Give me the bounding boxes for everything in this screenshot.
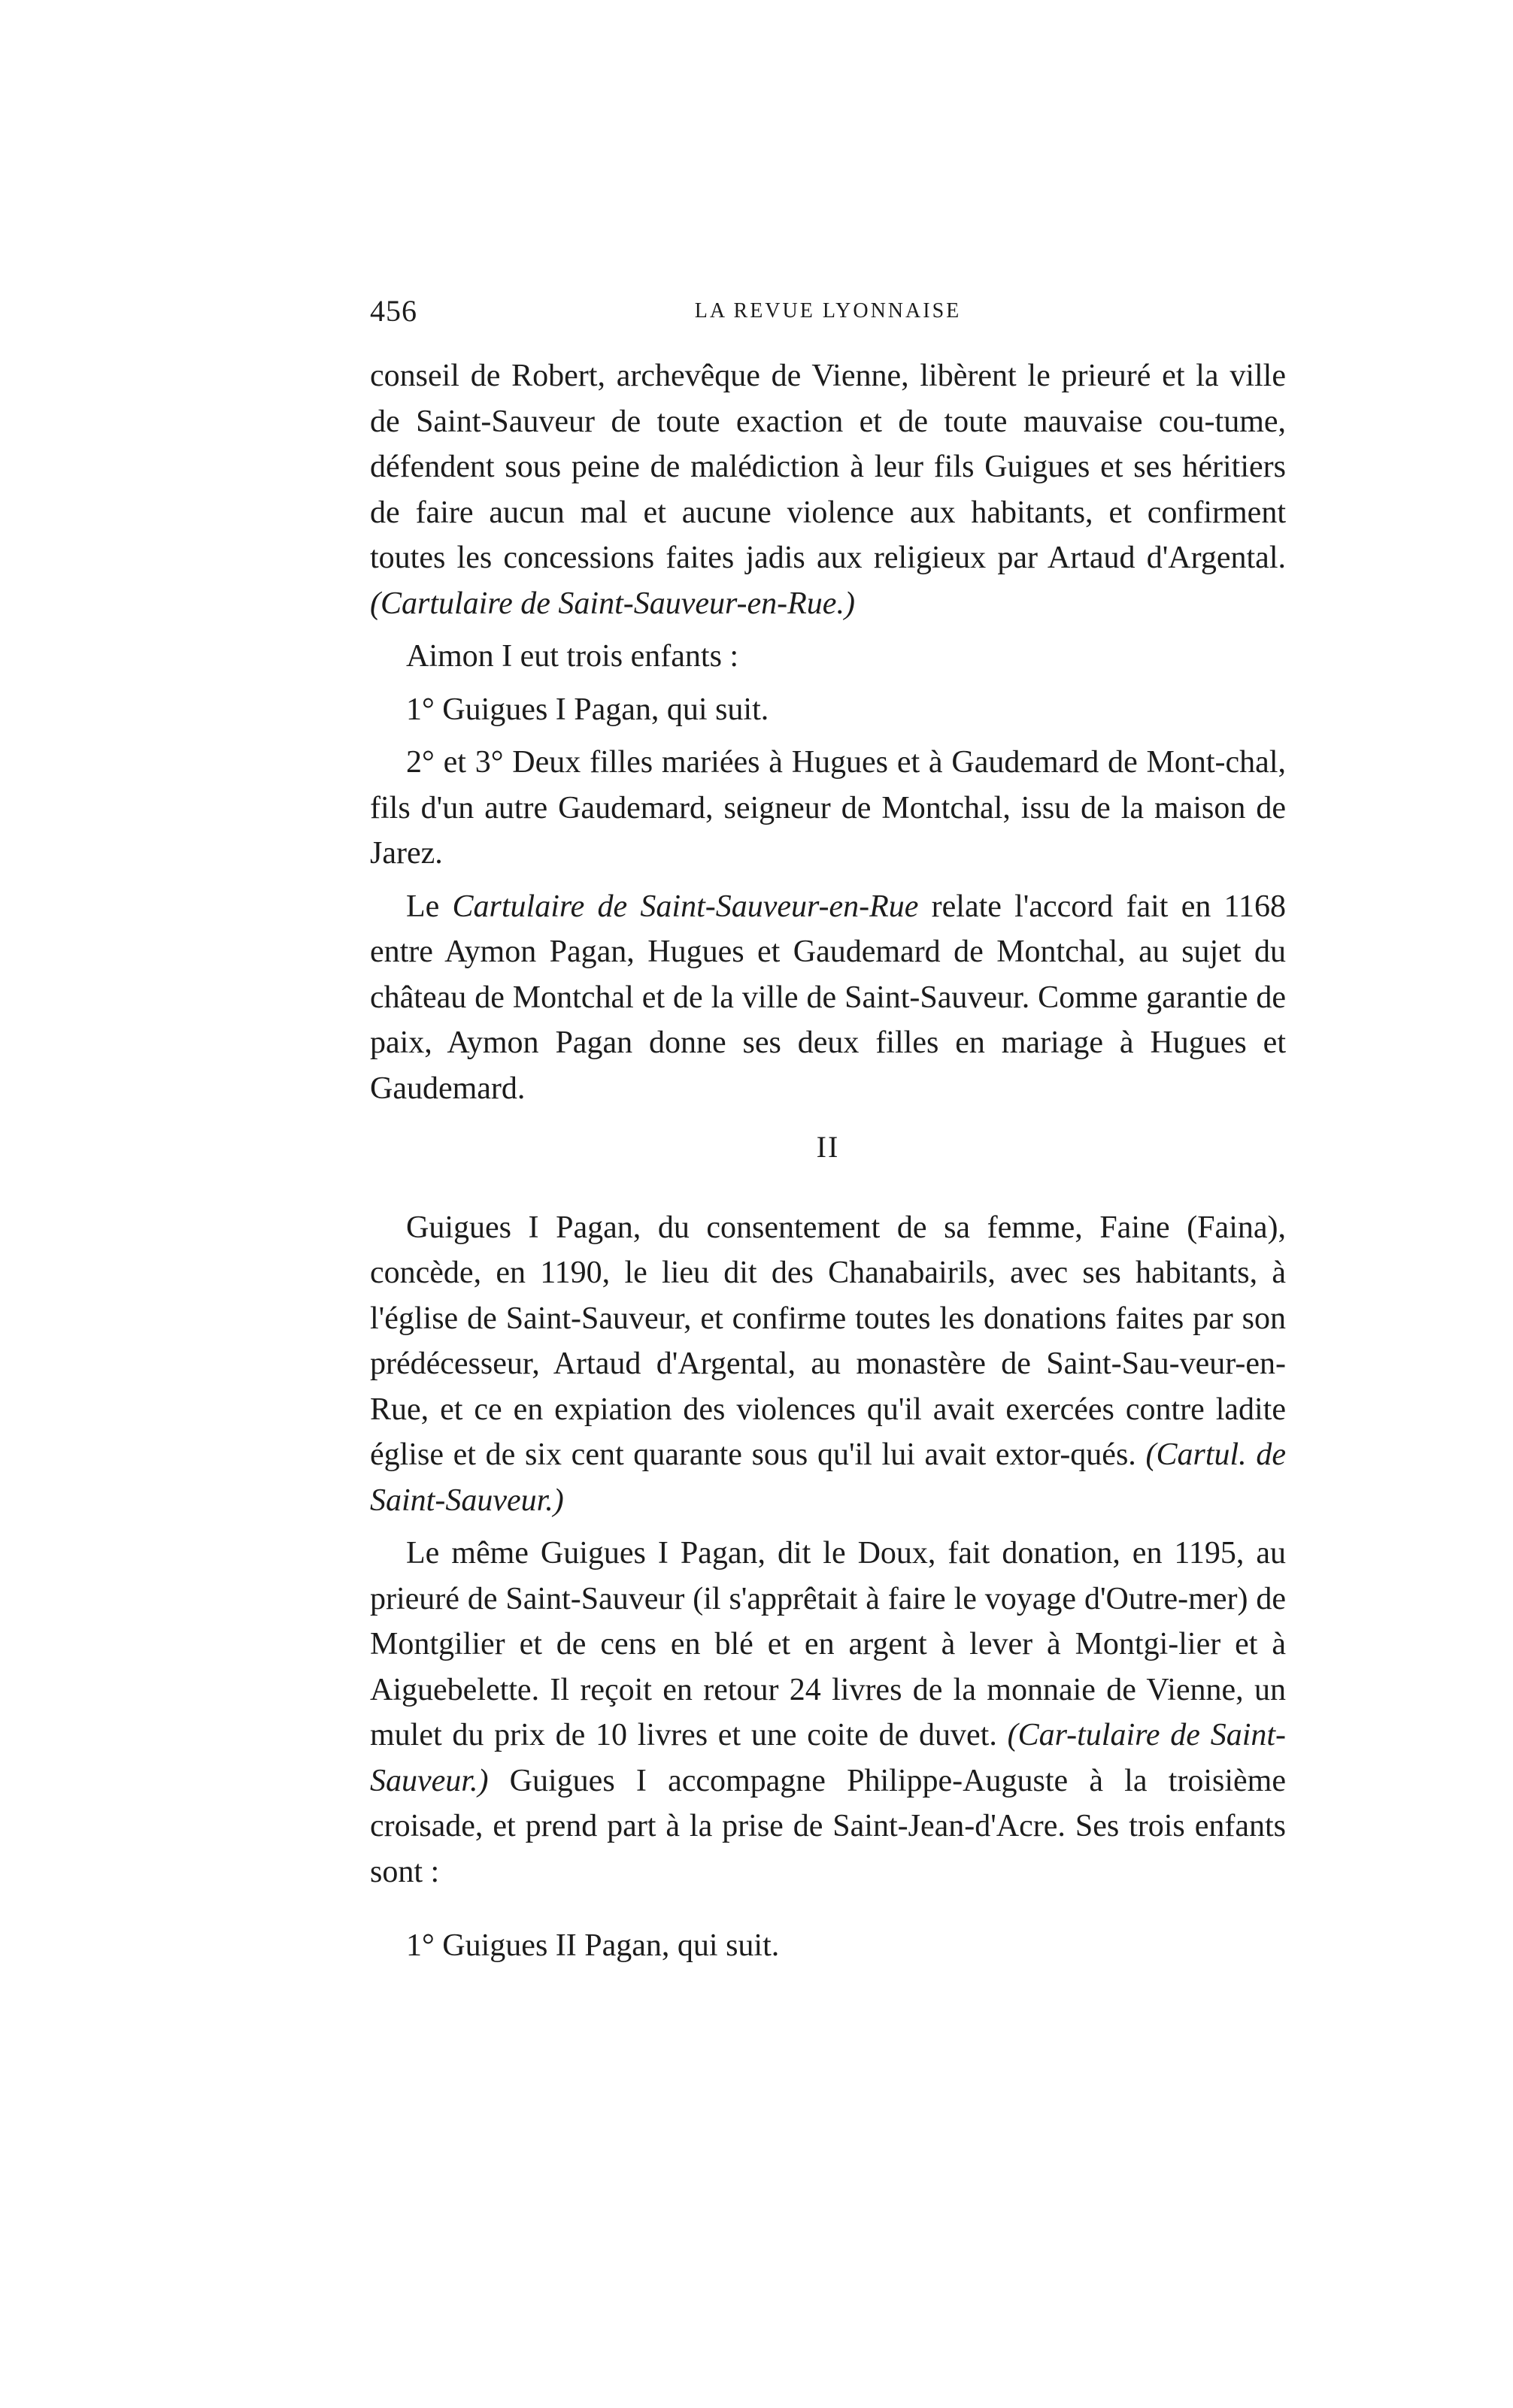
paragraph-text: Le même Guigues I Pagan, dit le Doux, fait donation, en 1195, au prieuré de Saint-Sauveur (il s'apprêtait à faire le voyage d'Outre-mer) de Montgilier et de cens en blé et en argent à lever à Montgi-lier et à Aiguebelette. Il reçoit en retour 24 livres de la monnaie de Vienne, un mulet du prix de 10 livres et une coite de duvet. [370,1536,1286,1752]
list-item-guigues-ii: 1° Guigues II Pagan, qui suit. [406,1928,780,1963]
citation: Cartulaire de Saint-Sauveur-en-Rue [452,889,919,924]
citation: (Car-tulaire de Saint-Sauveur.) [370,1718,1287,1798]
citation: (Cartulaire de Saint-Sauveur-en-Rue.) [370,586,855,621]
paragraph-text: Le [406,889,453,924]
list-item-daughters: 2° et 3° Deux filles mariées à Hugues et à Gaudemard de Mont-chal, fils d'un autre Gaudemard, seigneur de Montchal, issu de la maison de Jarez. [370,745,1286,871]
running-head [370,293,1286,331]
paragraph-text: Guigues I accompagne Philippe-Auguste à la troisième croisade, et prend part à la prise de Saint-Jean-d'Acre. Ses trois enfants sont : [370,1763,1286,1889]
paragraph-text: Guigues I Pagan, du consentement de sa femme, Faine (Faina), concède, en 1190, le lieu dit des Chanabairils, avec ses habitants, à l'église de Saint-Sauveur, et confirme toutes les donations faites par son prédécesseur, Artaud d'Argental, au monastère de Saint-Sau-veur-en-Rue, et ce en expiation des violences qu'il avait exercées contre ladite église et de six cent quarante sous qu'il lui avait extor-qués. [370,1210,1286,1472]
paragraph-text: conseil de Robert, archevêque de Vienne, libèrent le prieuré et la ville de Saint-Sauveur de toute exaction et de toute mauvaise cou-tume, défendent sous peine de malédiction à leur fils Guigues et ses héritiers de faire aucun mal et aucune violence aux habitants, et confirment toutes les concessions faites jadis aux religieux par Artaud d'Argental. [370,359,1286,575]
paragraph-text: relate l'accord fait en 1168 entre Aymon Pagan, Hugues et Gaudemard de Montchal, au sujet du château de Montchal et de la ville de Saint-Sauveur. Comme garantie de paix, Aymon Pagan donne ses deux filles en mariage à Hugues et Gaudemard. [370,889,1286,1106]
journal-title: LA REVUE LYONNAISE [694,299,962,323]
paragraph-cartulaire-1168 [370,884,1286,1112]
list-item-first-child: 1° Guigues I Pagan, qui suit. [406,692,769,727]
page-number: 456 [370,294,417,328]
paragraph-continuation [370,353,1286,626]
body-text [370,353,1286,1976]
section-heading: II [816,1130,840,1164]
citation: (Cartul. de Saint-Sauveur.) [370,1437,1286,1518]
paragraph-guigues-1190 [370,1205,1286,1524]
paragraph-children-intro: Aimon I eut trois enfants : [406,639,739,674]
paragraph-guigues-1195 [370,1531,1286,1895]
